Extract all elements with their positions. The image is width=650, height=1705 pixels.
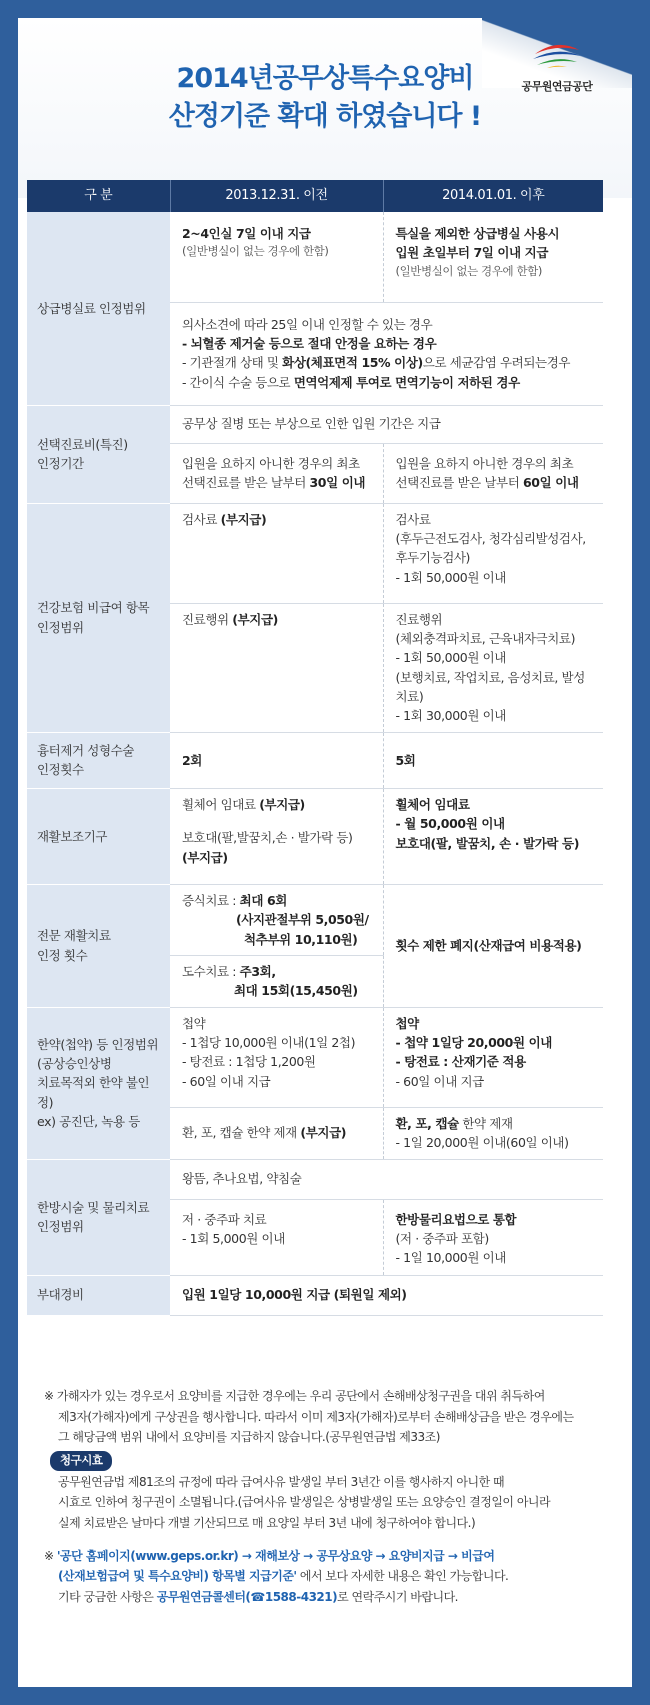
common-cell: 왕뜸, 추나요법, 약침술 [170,1159,603,1199]
table-row [27,405,603,443]
after-cell: 검사료 (후두근전도검사, 청각심리발성검사, 후두기능검사) - 1회 50,000원 이내 [383,503,603,603]
footnotes [44,1386,614,1607]
category-cell: 한방시술 및 물리치료 인정범위 [27,1159,170,1275]
table-row [27,1275,603,1315]
table-row [27,1159,603,1199]
common-cell: 의사소견에 따라 25일 이내 인정할 수 있는 경우 - 뇌혈종 제거술 등으로 절대 안정을 요하는 경우 - 기관절개 상태 및 화상(체표면적 15% 이상)으로 세균감염 우려되는경우 - 간이식 수술 등으로 면역억제제 투여로 면역기능이 저하된 경우 [170,302,603,405]
common-cell: 입원 1일당 10,000원 지급 (퇴원일 제외) [170,1275,603,1315]
before-cell: 환, 포, 캡슐 한약 제재 (부지급) [170,1107,383,1159]
header-category: 구 분 [27,180,170,212]
category-cell: 재활보조기구 [27,788,170,884]
after-cell: 5회 [383,732,603,788]
category-cell: 전문 재활치료 인정 횟수 [27,884,170,1007]
before-cell: 2~4인실 7일 이내 지급 (일반병실이 없는 경우에 한함) [170,212,383,302]
after-cell: 환, 포, 캡슐 한약 제재 - 1일 20,000원 이내(60일 이내) [383,1107,603,1159]
table-row [27,503,603,603]
header-after: 2014.01.01. 이후 [383,180,603,212]
after-cell: 한방물리요법으로 통합 (저 · 중주파 포함) - 1일 10,000원 이내 [383,1199,603,1275]
table-row [27,788,603,884]
website-path-link[interactable]: '공단 홈페이지(www.geps.or.kr) → 재해보상 → 공무상요양 → 요양비지급 → 비급여 [56,1548,495,1563]
after-cell: 횟수 제한 폐지(산재급여 비용적용) [383,884,603,1007]
table-row [27,884,603,955]
call-center-number: 공무원연금콜센터(☎1588-4321) [156,1589,338,1604]
note-website: ※ '공단 홈페이지(www.geps.or.kr) → 재해보상 → 공무상요양 → 요양비지급 → 비급여 (산재보험급여 및 특수요양비) 항목별 지급기준' 에서 보다 자세한 내용은 확인 가능합니다. 기타 궁금한 사항은 공무원연금콜센터(☎1588-4321)로 연락주시기 바랍니다. [44,1548,509,1604]
table-row [27,1007,603,1107]
header-before: 2013.12.31. 이전 [170,180,383,212]
before-cell: 저 · 중주파 치료 - 1회 5,000원 이내 [170,1199,383,1275]
table-header-row [27,180,603,212]
category-cell: 부대경비 [27,1275,170,1315]
category-cell: 한약(첩약) 등 인정범위 (공상승인상병 치료목적외 한약 불인정) ex) 공진단, 녹용 등 [27,1007,170,1159]
after-cell: 입원을 요하지 아니한 경우의 최초 선택진료를 받은 날부터 60일 이내 [383,443,603,503]
logo-mark-icon [527,40,587,70]
logo-text: 공무원연금공단 [521,80,593,93]
before-cell: 휠체어 임대료 (부지급) 보호대(팔,발꿈치,손 · 발가락 등) (부지급) [170,788,383,884]
table-row [27,212,603,302]
common-cell: 공무상 질병 또는 부상으로 인한 입원 기간은 지급 [170,405,603,443]
table-row [27,732,603,788]
category-cell: 건강보험 비급여 항목 인정범위 [27,503,170,732]
before-cell: 진료행위 (부지급) [170,603,383,732]
after-cell: 진료행위 (체외충격파치료, 근육내자극치료) - 1회 50,000원 이내 (보행치료, 작업치료, 음성치료, 발성치료) - 1회 30,000원 이내 [383,603,603,732]
agency-logo [502,40,612,94]
note-claim-period: 공무원연금법 제81조의 규정에 따라 급여사유 발생일 부터 3년간 이를 행사하지 아니한 때 시효로 인하여 청구권이 소멸됩니다.(급여사유 발생일은 상병발생일 또는 요양승인 결정일이 아니라 실제 치료받은 날마다 개별 기산되므로 매 요양일 부터 3년 내에 청구하여야 합니다.) [58,1474,551,1530]
before-cell: 입원을 요하지 아니한 경우의 최초 선택진료를 받은 날부터 30일 이내 [170,443,383,503]
page-title-line2: 산정기준 확대 하였습니다 ! [168,101,482,132]
before-cell: 도수치료 : 주3회, 최대 15회(15,450원) [170,955,383,1007]
note-indemnity: ※ 가해자가 있는 경우로서 요양비를 지급한 경우에는 우리 공단에서 손해배상청구권을 대위 취득하여 제3자(가해자)에게 구상권을 행사합니다. 따라서 이미 제3자(가해자)로부터 손해배상금을 받은 경우에는 그 해당금액 범위 내에서 요양비를 지급하지 않습니다.(공무원연금법 제33조) [44,1389,574,1445]
category-cell: 상급병실료 인정범위 [27,212,170,405]
page-title-line1: 2014년공무상특수요양비 [176,63,474,94]
before-cell: 검사료 (부지급) [170,503,383,603]
after-cell: 휠체어 임대료 - 월 50,000원 이내 보호대(팔, 발꿈치, 손 · 발가락 등) [383,788,603,884]
category-cell: 흉터제거 성형수술 인정횟수 [27,732,170,788]
comparison-table [27,180,603,1316]
category-cell: 선택진료비(특진) 인정기간 [27,405,170,503]
after-cell: 첩약 - 첩약 1일당 20,000원 이내 - 탕전료 : 산재기준 적용 - 60일 이내 지급 [383,1007,603,1107]
before-cell: 2회 [170,732,383,788]
after-cell: 특실을 제외한 상급병실 사용시 입원 초일부터 7일 이내 지급 (일반병실이 없는 경우에 한함) [383,212,603,302]
before-cell: 첩약 - 1첩당 10,000원 이내(1일 2첩) - 탕전료 : 1첩당 1,200원 - 60일 이내 지급 [170,1007,383,1107]
claim-period-badge: 청구시효 [50,1451,112,1471]
before-cell: 증식치료 : 최대 6회 (사지관절부위 5,050원/ 척추부위 10,110원) [170,884,383,955]
